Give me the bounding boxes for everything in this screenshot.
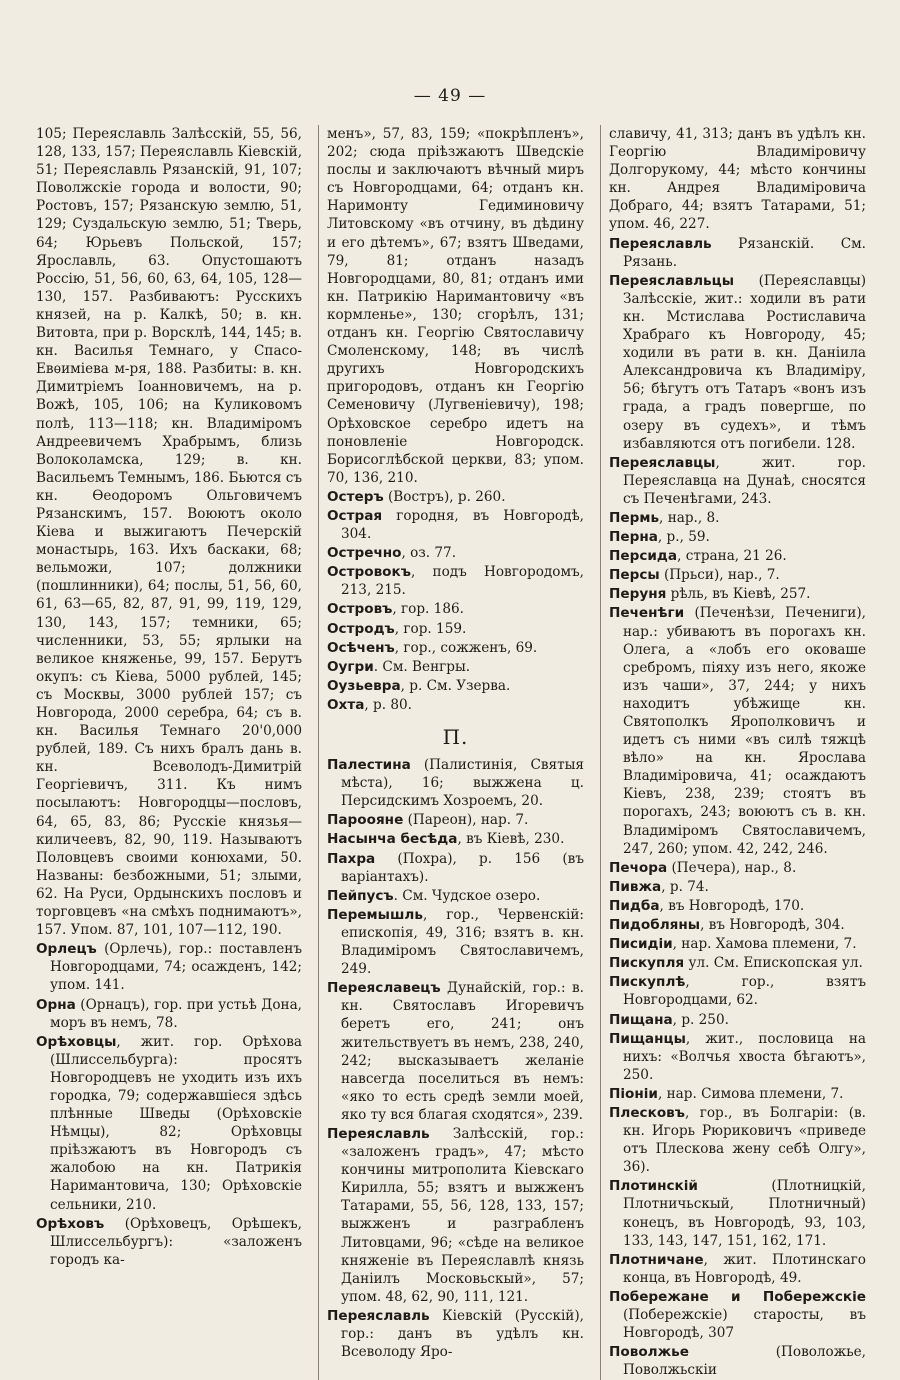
entry-text: (Печенѣзи, Печениги), нар.: убиваютъ въ порогахъ кн. Олега, а «лобъ его оковаше сребромъ, піяху изъ него, якоже изъ чаши», 37, 244; у нихъ находитъ убѣжище кн. Святополкъ Ярополковичъ и идетъ съ ними «въ силѣ тяжцѣ вѣло» на кн. Ярослава Владиміровича, 41; осаждаютъ Кіевъ, 238, 239; стоятъ въ порогахъ, 243; воюютъ съ в. кн. Владиміромъ Святославичемъ, 247, 260; упом. 42, 242, 246. [623, 605, 866, 857]
entry-headword: Перуня [609, 586, 667, 603]
entry-text: (Пареон), нар. 7. [403, 812, 529, 829]
entry-headword: Орлецъ [36, 941, 97, 958]
entry-headword: Пищана [609, 1011, 673, 1028]
entry-text: , гор. 159. [394, 620, 467, 637]
entry-headword: Переяславль [609, 235, 712, 252]
index-entry [327, 600, 584, 618]
index-entry [609, 916, 866, 934]
entry-headword: Поволжье [609, 1344, 689, 1361]
index-entry [327, 830, 584, 848]
index-entry [609, 1177, 866, 1249]
entry-text: , р. 74. [661, 878, 709, 895]
index-entry [609, 566, 866, 584]
entry-text: , въ Новгородѣ, 304. [700, 917, 845, 934]
entry-text: ул. См. Епископская ул. [684, 955, 863, 972]
entry-headword: Пивжа [609, 878, 662, 895]
index-entry-continuation [609, 125, 866, 234]
entry-text: , гор., въ Болгаріи: (в. кн. Игорь Рюриковичъ «приведе отъ Плескова жену себѣ Олгу», 36). [623, 1104, 866, 1176]
entry-text: , нар. Хамова племени, 7. [672, 936, 857, 953]
entry-text: Дунайскій, гор.: в. кн. Святославъ Игоревичъ беретъ его, 241; онъ жительствуетъ въ немъ, 238, 240, 242; высказываетъ желаніе навсегда поселиться въ немъ: «яко то есть средѣ земли моей, яко ту вся благая сходятся», 239. [341, 980, 584, 1123]
entry-headword: Палестина [327, 757, 411, 774]
index-entry [609, 454, 866, 508]
entry-headword: Переяславецъ [327, 980, 441, 997]
entry-text: (Переяславцы) Залѣсскіе, жит.: ходили въ рати кн. Мстислава Ростиславича Храбраго къ Новгороду, 45; ходили въ рати в. кн. Даніила Александровича къ Владиміру, 56; бѣгутъ отъ Татаръ «вонъ изъ града, а градъ повергше, по озеру въ судехъ», и тѣмъ избавляются отъ погибели. 128. [623, 272, 866, 452]
index-entry [36, 1215, 302, 1269]
entry-text: (Плотницкій, Плотничьскый, Плотничный) конецъ, въ Новгородѣ, 93, 103, 133, 143, 147, 151, 162, 171. [623, 1178, 866, 1249]
entry-text: , р. 250. [672, 1011, 729, 1028]
section-letter-heading: П. [442, 725, 469, 749]
index-entry [609, 1343, 866, 1379]
entry-headword: Писидіи [609, 936, 673, 953]
index-entry [609, 859, 866, 877]
entry-text: (Палистинія, Святыя мѣста), 16; выжжена ц. Персидскимъ Хозроемъ, 20. [341, 757, 584, 810]
entry-headword: Остеръ [327, 488, 384, 505]
entry-headword: Орна [36, 996, 76, 1013]
entry-text: , страна, 21 26. [677, 548, 787, 565]
entry-text: Рязанскій. См. Рязань. [623, 235, 866, 270]
entry-text: городня, въ Новгородѣ, 304. [341, 507, 584, 543]
index-entry [609, 954, 866, 972]
index-entry [609, 547, 866, 565]
index-entry [327, 563, 584, 599]
entry-text: , р. См. Узерва. [400, 677, 511, 694]
entry-text: Залѣсскій, гор.: «заложенъ градъ», 47; мѣсто кончины митрополита Кіевскаго Кирилла, 55; взятъ и выжженъ Татарами, 55, 56, 128, 133, 157; выжженъ и разграбленъ Литовцами, 96; «сѣде на великое княженіе въ Переяславлѣ князь Даніилъ Московьскый», 57; упом. 48, 62, 90, 111, 121. [341, 1125, 584, 1305]
index-entry [609, 973, 866, 1009]
entry-text: (Орѣховецъ, Орѣшекъ, Шлиссельбургъ): «заложенъ городъ ка- [50, 1215, 302, 1268]
index-entry [609, 935, 866, 953]
entry-text: (Похра), р. 156 (въ варіантахъ). [341, 850, 584, 885]
entry-headword: Пискупля [609, 955, 685, 972]
entry-headword: Орѣховцы [36, 1033, 117, 1050]
index-entry-continuation [327, 125, 584, 487]
index-entry [609, 1288, 866, 1342]
index-entry [327, 887, 584, 905]
entry-headword: Переяславль [327, 1125, 430, 1142]
entry-headword: Пейпусъ [327, 887, 394, 904]
index-entry [327, 1125, 584, 1306]
entry-headword: Персида [609, 548, 678, 565]
entry-headword: Пахра [327, 850, 376, 867]
index-entry [327, 906, 584, 978]
column-left [36, 125, 302, 1380]
entry-headword: Пидобляны [609, 917, 701, 934]
entry-headword: Печора [609, 859, 668, 876]
entry-text: менъ», 57, 83, 159; «покрѣпленъ», 202; сюда пріѣзжаютъ Шведскіе послы и заключаютъ вѣчный миръ съ Новгородцами, 64; отданъ кн. Наримонту Гедиминовичу Литовскому «въ отчину, въ дѣдину и его дѣтемъ», 67; взятъ Шведами, 79, 81; отданъ назадъ Новгородцами, 80, 81; отданъ ими кн. Патрикію Наримантовичу «въ кормленье», 130; сгорѣлъ, 131; отданъ кн. Георгію Святославичу Смоленскому, 148; въ числѣ другихъ Новгородскихъ пригородовъ, отданъ кн Георгію Семеновичу (Лугвеніевичу), 198; Орѣховское серебро идетъ на поновленіе Новгородск. Борисоглѣбской церкви, 83; упом. 70, 136, 210. [327, 126, 584, 486]
entry-headword: Пермь [609, 509, 660, 526]
entry-headword: Побережане и Побережскіе [609, 1288, 866, 1305]
entry-headword: Остродъ [327, 620, 395, 637]
index-entry-continuation [36, 125, 302, 939]
entry-text: , въ Кіевѣ, 230. [457, 831, 565, 848]
index-entry [36, 940, 302, 994]
entry-headword: Пищанцы [609, 1030, 686, 1047]
entry-headword: Пароояне [327, 812, 404, 829]
index-entry [327, 677, 584, 695]
entry-headword: Охта [327, 696, 365, 713]
entry-headword: Острая [327, 507, 383, 524]
index-entry [36, 996, 302, 1032]
index-entry [609, 585, 866, 603]
entry-text: (Побережскіе) старосты, въ Новгородѣ, 307 [623, 1307, 866, 1342]
entry-text: (Поволожье, Поволжьскіи [623, 1344, 866, 1379]
entry-headword: Перна [609, 529, 658, 546]
entry-text: (Прьси), нар., 7. [659, 567, 780, 584]
index-columns [36, 125, 866, 1379]
index-entry [327, 620, 584, 638]
entry-headword: Переяславцы [609, 454, 716, 471]
entry-headword: Переяславльцы [609, 272, 734, 289]
index-entry [327, 756, 584, 810]
entry-headword: Орѣховъ [36, 1215, 105, 1232]
index-entry [609, 1085, 866, 1103]
page-number: — 49 — [413, 86, 487, 106]
entry-text: , р., 59. [657, 529, 710, 546]
entry-text: рѣль, въ Кіевѣ, 257. [666, 586, 811, 603]
entry-headword: Насынча бесѣда [327, 831, 458, 848]
entry-text: , жит. гор. Переяславца на Дунаѣ, сносятся съ Печенѣгами, 243. [623, 454, 866, 507]
entry-headword: Пидба [609, 897, 660, 914]
column-middle [318, 125, 584, 1380]
index-entry [609, 897, 866, 915]
entry-headword: Печенѣги [609, 605, 685, 622]
column-right [600, 125, 866, 1380]
entry-headword: Плотничане [609, 1251, 704, 1268]
entry-headword: Піоніи [609, 1085, 658, 1102]
entry-headword: Островокъ [327, 564, 411, 581]
index-entry [327, 979, 584, 1124]
index-entry [609, 235, 866, 271]
entry-text: , жит., пословица на нихъ: «Волчья хвоста бѣгаютъ», 250. [623, 1030, 866, 1083]
entry-text: , гор., взятъ Новгородцами, 62. [623, 974, 866, 1009]
index-entry [327, 488, 584, 506]
index-entry [609, 1104, 866, 1176]
entry-text: . См. Чудское озеро. [393, 887, 541, 904]
index-entry [609, 878, 866, 896]
entry-headword: Пискуплѣ [609, 974, 686, 991]
entry-headword: Плесковъ [609, 1104, 685, 1121]
index-entry [327, 696, 584, 714]
index-entry [609, 528, 866, 546]
entry-headword: Осѣченъ [327, 639, 395, 656]
index-entry [327, 507, 584, 543]
entry-headword: Оугри [327, 658, 374, 675]
index-entry [609, 509, 866, 527]
entry-text: . См. Венгры. [373, 658, 471, 675]
index-entry [609, 1251, 866, 1287]
entry-text: (Печера), нар., 8. [667, 859, 797, 876]
index-entry [609, 1030, 866, 1084]
entry-headword: Островъ [327, 601, 393, 618]
entry-headword: Перемышль [327, 906, 423, 923]
entry-text: (Орнацъ), гор. при устьѣ Дона, моръ въ немъ, 78. [50, 996, 302, 1031]
entry-headword: Переяславль [327, 1307, 430, 1324]
entry-text: , жит. Плотинскаго конца, въ Новгородѣ, 49. [623, 1251, 866, 1286]
entry-text: (Востръ), р. 260. [383, 488, 506, 505]
index-entry [327, 811, 584, 829]
index-entry [609, 604, 866, 857]
entry-text: славичу, 41, 313; данъ въ удѣлъ кн. Георгію Владиміровичу Долгорукому, 44; мѣсто кончины кн. Андрея Владиміровича Добраго, 44; взятъ Татарами, 51; упом. 46, 227. [609, 126, 866, 233]
entry-text: , нар. Симова племени, 7. [657, 1085, 844, 1102]
index-entry [36, 1033, 302, 1214]
entry-text: , оз. 77. [401, 545, 457, 562]
entry-text: Кіевскій (Русскій), гор.: данъ въ удѣлъ кн. Всеволоду Яро- [341, 1307, 584, 1361]
index-entry [327, 639, 584, 657]
entry-text: (Орлечь), гор.: поставленъ Новгородцами, 74; осажденъ, 142; упом. 141. [50, 941, 302, 994]
index-entry [327, 850, 584, 886]
entry-text: , гор., сожженъ, 69. [394, 639, 538, 656]
entry-headword: Персы [609, 567, 660, 584]
entry-text: , нар., 8. [659, 509, 720, 526]
entry-headword: Оузьевра [327, 677, 401, 694]
entry-text: 105; Переяславль Залѣсскій, 55, 56, 128, 133, 157; Переяславль Кіевскій, 51; Переяславль Рязанскій, 91, 107; Поволжскіе города и волости, 90; Ростовъ, 157; Рязанскую землю, 51, 129; Суздальскую землю, 51; Тверь, 64; Юрьевъ Польской, 157; Ярославль, 63. Опустошаютъ Россію, 51, 56, 60, 63, 64, 105, 128—130, 157. Разбиваютъ: Русскихъ князей, на р. Калкѣ, 50; в. кн. Витовта, при р. Ворсклѣ, 144, 145; в. кн. Василья Темнаго, у Спасо-Евѳиміева м-ря, 188. Разбиты: в. кн. Димитріемъ Іоанновичемъ, на р. Вожѣ, 105, 106; на Куликовомъ полѣ, 113—118; кн. Владиміромъ Андреевичемъ Храбрымъ, близь Волоколамска, 129; в. кн. Васильемъ Темнымъ, 186. Бьются съ кн. Ѳеодоромъ Ольговичемъ Рязанскимъ, 157. Воюютъ около Кіева и выжигаютъ Печерскій монастырь, 163. Ихъ баскаки, 68; вельможи, 107; должники (пошлинники), 64; послы, 51, 56, 60, 61, 63—65, 82, 87, 91, 99, 119, 129, 130, 143, 157; темники, 65; численники, 53, 55; ярлыки на великое княженье, 99, 157. Берутъ окупъ: съ Кіева, 5000 рублей, 145; съ Москвы, 3000 рублей 157; съ Новгорода, 2000 серебра, 64; съ в. кн. Василья Темнаго 20'0,000 рублей, 189. Съ нихъ бралъ дань в. кн. Всеволодъ-Димитрій Георгіевичъ, 311. Къ нимъ посылаютъ: Новгородцы—пословъ, 64, 65, 83, 86; Русскіе князья—киличеевъ, 82, 90, 119. Называютъ Половцевъ своими конюхами, 50. Названы: безбожными, 51; злыми, 62. На Руси, Ордынскихъ пословъ и торговцевъ «на смѣхъ поднимаютъ», 157. Упом. 87, 101, 107—112, 190. [36, 126, 303, 939]
entry-text: , въ Новгородѣ, 170. [659, 897, 805, 914]
index-entry [327, 658, 584, 676]
index-entry [609, 1011, 866, 1029]
entry-headword: Остречно [327, 545, 402, 562]
index-entry [327, 1307, 584, 1361]
entry-text: , гор., Червенскій: епископія, 49, 316; взятъ в. кн. Владиміромъ Святославичемъ, 249. [341, 906, 584, 978]
entry-text: , гор. 186. [392, 601, 464, 618]
index-entry [327, 544, 584, 562]
entry-text: , жит. гор. Орѣхова (Шлиссельбурга): просятъ Новгородцевъ не уходить изъ ихъ городка, 79; содержавшіеся здѣсь плѣнные Шведы (Орѣховскіе Нѣмцы), 82; Орѣховцы пріѣзжаютъ въ Новгородъ съ жалобою на кн. Патрикія Наримантовича, 130; Орѣховскіе сельники, 210. [50, 1033, 302, 1213]
entry-text: , р. 80. [364, 696, 412, 713]
index-entry [609, 272, 866, 453]
entry-headword: Плотинскій [609, 1178, 698, 1195]
entry-text: , подъ Новгородомъ, 213, 215. [341, 564, 584, 599]
